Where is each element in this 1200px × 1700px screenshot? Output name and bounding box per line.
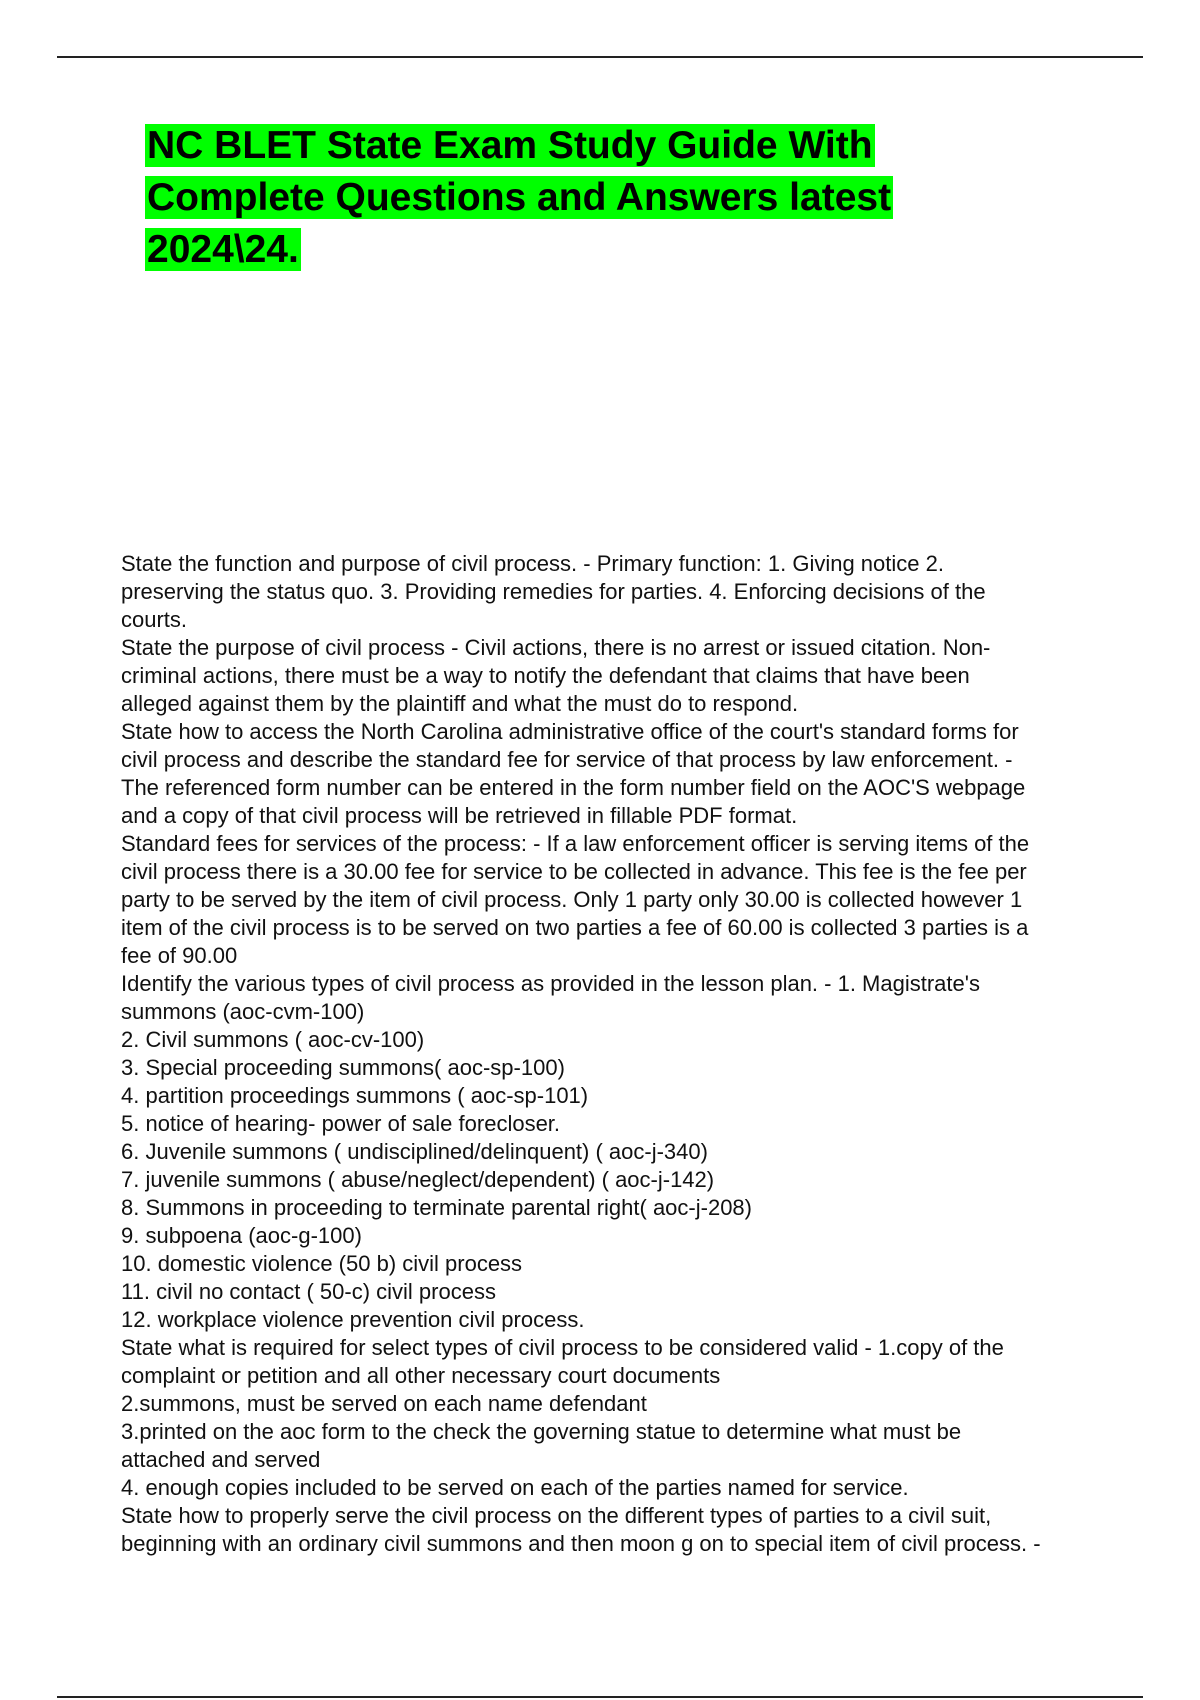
document-body — [121, 550, 1141, 1558]
text-line: courts. — [121, 607, 188, 632]
text-line: civil process and describe the standard fee for service of that process by law enforcement. - — [121, 747, 1013, 772]
text-line: The referenced form number can be entered in the form number field on the AOC'S webpage — [121, 775, 1026, 800]
text-line: Standard fees for services of the process: - If a law enforcement officer is serving items of the — [121, 831, 1030, 856]
text-line: State the purpose of civil process - Civil actions, there is no arrest or issued citation. Non- — [121, 635, 991, 660]
text-line: 11. civil no contact ( 50-c) civil process — [121, 1279, 496, 1304]
text-line: 7. juvenile summons ( abuse/neglect/dependent) ( aoc-j-142) — [121, 1167, 715, 1192]
text-line: alleged against them by the plaintiff and what the must do to respond. — [121, 691, 799, 716]
document-title — [145, 120, 1005, 276]
text-line: 6. Juvenile summons ( undisciplined/delinquent) ( aoc-j-340) — [121, 1139, 708, 1164]
text-line: State what is required for select types of civil process to be considered valid - 1.copy of the — [121, 1335, 1004, 1360]
text-line: 5. notice of hearing- power of sale forecloser. — [121, 1111, 561, 1136]
text-line: 2.summons, must be served on each name defendant — [121, 1391, 647, 1416]
text-line: 2. Civil summons ( aoc-cv-100) — [121, 1027, 425, 1052]
text-line: 3.printed on the aoc form to the check the governing statue to determine what must be — [121, 1419, 962, 1444]
text-line: Identify the various types of civil process as provided in the lesson plan. - 1. Magistrate's — [121, 971, 980, 996]
text-line: and a copy of that civil process will be retrieved in fillable PDF format. — [121, 803, 798, 828]
text-line: State the function and purpose of civil process. - Primary function: 1. Giving notice 2. — [121, 551, 944, 576]
text-line: 9. subpoena (aoc-g-100) — [121, 1223, 362, 1248]
text-line: item of the civil process is to be served on two parties a fee of 60.00 is collected 3 parties is a — [121, 915, 1029, 940]
text-line: State how to properly serve the civil process on the different types of parties to a civil suit, — [121, 1503, 992, 1528]
text-line: preserving the status quo. 3. Providing remedies for parties. 4. Enforcing decisions of the — [121, 579, 986, 604]
text-line: State how to access the North Carolina administrative office of the court's standard forms for — [121, 719, 1019, 744]
text-line: 3. Special proceeding summons( aoc-sp-100) — [121, 1055, 565, 1080]
text-line: criminal actions, there must be a way to notify the defendant that claims that have been — [121, 663, 970, 688]
text-line: fee of 90.00 — [121, 943, 238, 968]
text-line: complaint or petition and all other necessary court documents — [121, 1363, 721, 1388]
text-line: 4. enough copies included to be served on each of the parties named for service. — [121, 1475, 909, 1500]
text-line: 10. domestic violence (50 b) civil process — [121, 1251, 523, 1276]
top-divider — [57, 56, 1143, 58]
text-line: 4. partition proceedings summons ( aoc-sp-101) — [121, 1083, 589, 1108]
bottom-divider — [57, 1696, 1143, 1698]
text-line: attached and served — [121, 1447, 321, 1472]
text-line: 8. Summons in proceeding to terminate parental right( aoc-j-208) — [121, 1195, 752, 1220]
text-line: summons (aoc-cvm-100) — [121, 999, 365, 1024]
text-line: party to be served by the item of civil process. Only 1 party only 30.00 is collected however 1 — [121, 887, 1023, 912]
text-line: beginning with an ordinary civil summons and then moon g on to special item of civil process. - — [121, 1531, 1041, 1556]
text-line: 12. workplace violence prevention civil process. — [121, 1307, 585, 1332]
title-highlight: NC BLET State Exam Study Guide With Complete Questions and Answers latest 2024\24. — [147, 124, 892, 271]
text-line: civil process there is a 30.00 fee for service to be collected in advance. This fee is the fee per — [121, 859, 1027, 884]
